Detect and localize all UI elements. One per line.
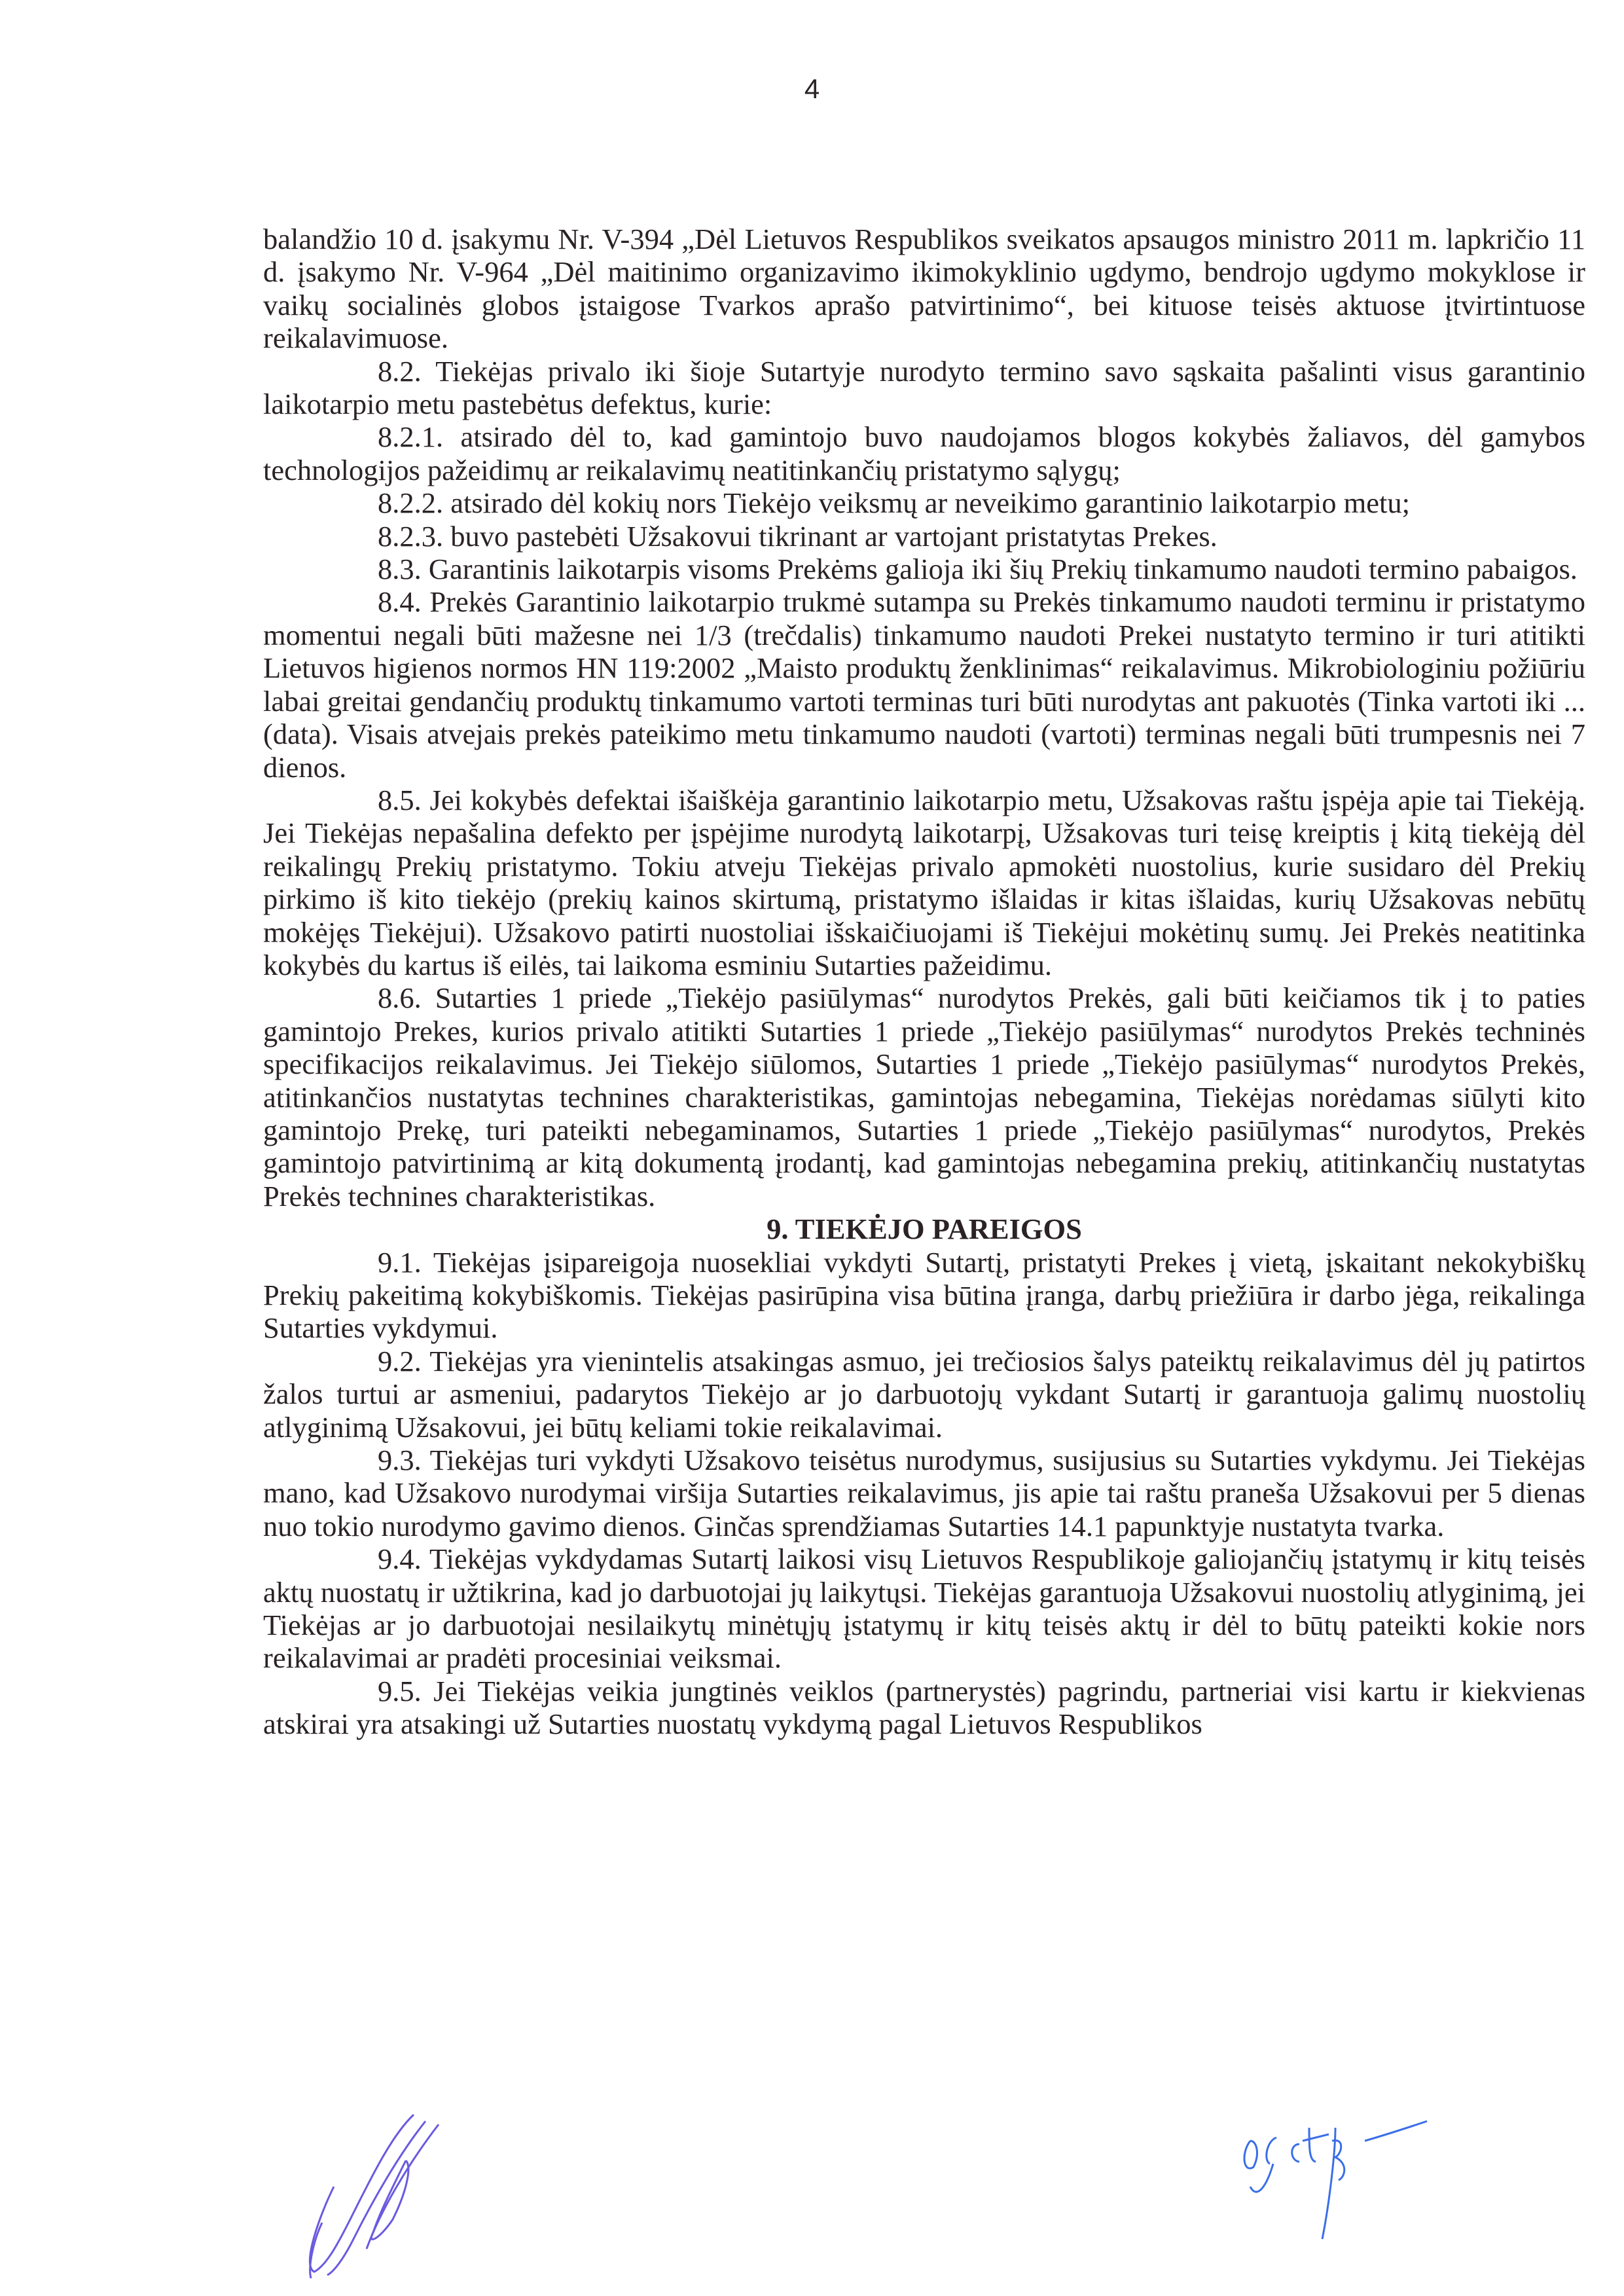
paragraph: 8.6. Sutarties 1 priede „Tiekėjo pasiūlymas“ nurodytos Prekės, gali būti keičiamos tik į to paties gamintojo Prekes, kurios privalo atitikti Sutarties 1 priede „Tiekėjo pasiūlymas“ nurodytos Prekės techninės specifikacijos reikalavimus. Jei Tiekėjo siūlomos, Sutarties 1 priede „Tiekėjo pasiūlymas“ nurodytos Prekės, atitinkančios nustatytas technines charakteristikas, gamintojas nebegamina, Tiekėjas norėdamas siūlyti kito gamintojo Prekę, turi pateikti nebegaminamos, Sutarties 1 priede „Tiekėjo pasiūlymas“ nurodytos, Prekės gamintojo patvirtinimą ar kitą dokumentą įrodantį, kad gamintojas nebegamina prekių, atitinkančių nustatytas Prekės technines charakteristikas. xyxy=(263,981,1585,1212)
paragraph: 9.2. Tiekėjas yra vienintelis atsakingas asmuo, jei trečiosios šalys pateiktų reikalavimus dėl jų patirtos žalos turtui ar asmeniui, padarytos Tiekėjo ar jo darbuotojų vykdant Sutartį ir garantuoja galimų nuostolių atlyginimą Užsakovui, jei būtų keliami tokie reikalavimai. xyxy=(263,1344,1585,1444)
paragraph: 9.3. Tiekėjas turi vykdyti Užsakovo teisėtus nurodymus, susijusius su Sutarties vykdymu. Jei Tiekėjas mano, kad Užsakovo nurodymai viršija Sutarties reikalavimus, jis apie tai raštu praneša Užsakovui per 5 dienas nuo tokio nurodymo gavimo dienos. Ginčas sprendžiamas Sutarties 14.1 papunktyje nustatyta tvarka. xyxy=(263,1444,1585,1542)
signature-right xyxy=(1237,2115,1473,2246)
paragraph: balandžio 10 d. įsakymu Nr. V-394 „Dėl Lietuvos Respublikos sveikatos apsaugos ministro 2011 m. lapkričio 11 d. įsakymo Nr. V-964 „Dėl maitinimo organizavimo ikimokyklinio ugdymo, bendrojo ugdymo mokyklose ir vaikų socialinės globos įstaigose Tvarkos aprašo patvirtinimo“, bei kituose teisės aktuose įtvirtintuose reikalavimuose. xyxy=(263,223,1585,355)
paragraph: 8.5. Jei kokybės defektai išaiškėja garantinio laikotarpio metu, Užsakovas raštu įspėja apie tai Tiekėją. Jei Tiekėjas nepašalina defekto per įspėjime nurodytą laikotarpį, Užsakovas turi teisę kreiptis į kitą tiekėją dėl reikalingų Prekių pristatymo. Tokiu atveju Tiekėjas privalo apmokėti nuostolius, kurie susidaro dėl Prekių pirkimo iš kito tiekėjo (prekių kainos skirtumą, pristatymo išlaidas ir kitas išlaidas, kurių Užsakovas nebūtų mokėjęs Tiekėjui). Užsakovo patirti nuostoliai išskaičiuojami iš Tiekėjui mokėtinų sumų. Jei Prekės neatitinka kokybės du kartus iš eilės, tai laikoma esminiu Sutarties pažeidimu. xyxy=(263,783,1585,981)
section-heading: 9. TIEKĖJO PAREIGOS xyxy=(767,1212,1082,1246)
paragraph: 8.2. Tiekėjas privalo iki šioje Sutartyje nurodyto termino savo sąskaita pašalinti visus garantinio laikotarpio metu pastebėtus defektus, kurie: xyxy=(263,354,1585,421)
paragraph: 9.5. Jei Tiekėjas veikia jungtinės veiklos (partnerystės) pagrindu, partneriai visi kartu ir kiekvienas atskirai yra atsakingi už Sutarties nuostatų vykdymą pagal Lietuvos Respublikos xyxy=(263,1674,1585,1741)
paragraph: 8.2.1. atsirado dėl to, kad gamintojo buvo naudojamos blogos kokybės žaliavos, dėl gamybos technologijos pažeidimų ar reikalavimų neatitinkančių pristatymo sąlygų; xyxy=(263,420,1585,486)
paragraph: 8.2.3. buvo pastebėti Užsakovui tikrinant ar vartojant pristatytas Prekes. xyxy=(378,519,1218,553)
signature-left xyxy=(275,2108,471,2278)
document-body xyxy=(263,223,1585,1741)
page-number: 4 xyxy=(804,73,820,104)
paragraph: 9.4. Tiekėjas vykdydamas Sutartį laikosi visų Lietuvos Respublikoje galiojančių įstatymų ir kitų teisės aktų nuostatų ir užtikrina, kad jo darbuotojai jų laikytųsi. Tiekėjas garantuoja Užsakovui nuostolių atlyginimą, jei Tiekėjas ar jo darbuotojai nesilaikytų minėtųjų įstatymų ir kitų teisės aktų ir dėl to būtų pateikti kokie nors reikalavimai ar pradėti procesiniai veiksmai. xyxy=(263,1542,1585,1675)
paragraph: 8.3. Garantinis laikotarpis visoms Prekėms galioja iki šių Prekių tinkamumo naudoti termino pabaigos. xyxy=(378,553,1578,586)
paragraph: 8.4. Prekės Garantinio laikotarpio trukmė sutampa su Prekės tinkamumo naudoti terminu ir pristatymo momentui negali būti mažesne nei 1/3 (trečdalis) tinkamumo naudoti Prekei nustatyto termino ir turi atitikti Lietuvos higienos normos HN 119:2002 „Maisto produktų ženklinimas“ reikalavimus. Mikrobiologiniu požiūriu labai greitai gendančių produktų tinkamumo vartoti terminas turi būti nurodytas ant pakuotės (Tinka vartoti iki ... (data). Visais atvejais prekės pateikimo metu tinkamumo naudoti (vartoti) terminas negali būti trumpesnis nei 7 dienos. xyxy=(263,585,1585,784)
paragraph: 8.2.2. atsirado dėl kokių nors Tiekėjo veiksmų ar neveikimo garantinio laikotarpio metu; xyxy=(378,486,1411,520)
paragraph: 9.1. Tiekėjas įsipareigoja nuosekliai vykdyti Sutartį, pristatyti Prekes į vietą, įskaitant nekokybiškų Prekių pakeitimą kokybiškomis. Tiekėjas pasirūpina visa būtina įranga, darbų priežiūra ir darbo jėga, reikalinga Sutarties vykdymui. xyxy=(263,1245,1585,1345)
